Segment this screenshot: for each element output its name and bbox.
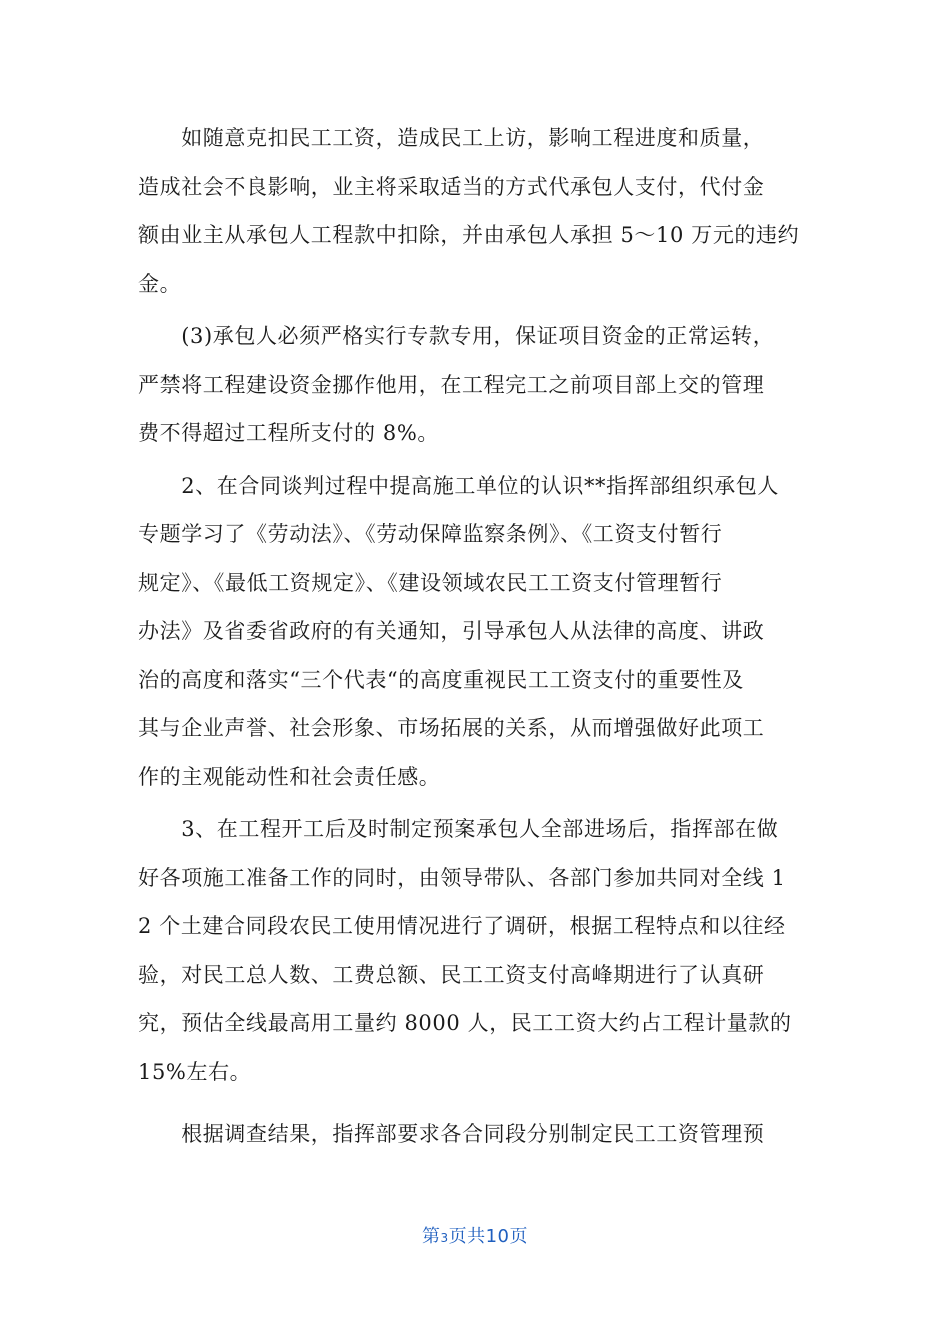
text-line: 造成社会不良影响，业主将采取适当的方式代承包人支付，代付金: [138, 174, 765, 199]
footer-total-pages: 10: [485, 1226, 510, 1247]
text-line: 2、在合同谈判过程中提高施工单位的认识**指挥部组织承包人: [138, 473, 779, 498]
text-line: 费不得超过工程所支付的 8%。: [138, 421, 439, 445]
paragraph-special-funds: [138, 312, 810, 458]
text-line: 办法》及省委省政府的有关通知，引导承包人从法律的高度、讲政: [138, 619, 765, 643]
text-line: 2 个土建合同段农民工使用情况进行了调研，根据工程特点和以往经: [138, 914, 786, 938]
text-line: 根据调查结果，指挥部要求各合同段分别制定民工工资管理预: [138, 1122, 765, 1146]
document-body: [138, 114, 810, 1159]
footer-middle: 页共: [448, 1226, 486, 1247]
page-footer: [0, 1222, 950, 1248]
text-line: 规定》、《最低工资规定》、《建设领域农民工工资支付管理暂行: [138, 570, 723, 595]
text-line: 额由业主从承包人工程款中扣除，并由承包人承担 5～10 万元的违约: [138, 223, 800, 247]
text-line: 作的主观能动性和社会责任感。: [138, 764, 441, 789]
paragraph-wage-deduction: [138, 114, 810, 308]
paragraph-contract-negotiation: [138, 462, 810, 802]
text-line: (3)承包人必须严格实行专款专用，保证项目资金的正常运转，: [138, 324, 775, 348]
text-line: 治的高度和落实“三个代表“的高度重视民工工资支付的重要性及: [138, 667, 744, 692]
text-line: 好各项施工准备工作的同时，由领导带队、各部门参加共同对全线 1: [138, 865, 786, 890]
text-line: 3、在工程开工后及时制定预案承包人全部进场后，指挥部在做: [138, 817, 779, 841]
text-line: 验，对民工总人数、工费总额、民工工资支付高峰期进行了认真研: [138, 962, 765, 987]
paragraph-survey-results: [138, 1110, 810, 1159]
footer-prefix: 第: [421, 1226, 441, 1247]
text-line: 其与企业声誉、社会形象、市场拓展的关系，从而增强做好此项工: [138, 716, 765, 740]
text-line: 究，预估全线最高用工量约 8000 人，民工工资大约占工程计量款的: [138, 1011, 792, 1035]
footer-page-number: 3: [440, 1231, 449, 1245]
paragraph-contingency-plan: [138, 805, 810, 1096]
text-line: 专题学习了《劳动法》、《劳动保障监察条例》、《工资支付暂行: [138, 522, 723, 546]
text-line: 15%左右。: [138, 1059, 252, 1084]
text-line: 金。: [138, 271, 182, 296]
footer-suffix: 页: [509, 1226, 529, 1247]
text-line: 如随意克扣民工工资，造成民工上访，影响工程进度和质量，: [138, 126, 765, 150]
text-line: 严禁将工程建设资金挪作他用，在工程完工之前项目部上交的管理: [138, 372, 765, 397]
